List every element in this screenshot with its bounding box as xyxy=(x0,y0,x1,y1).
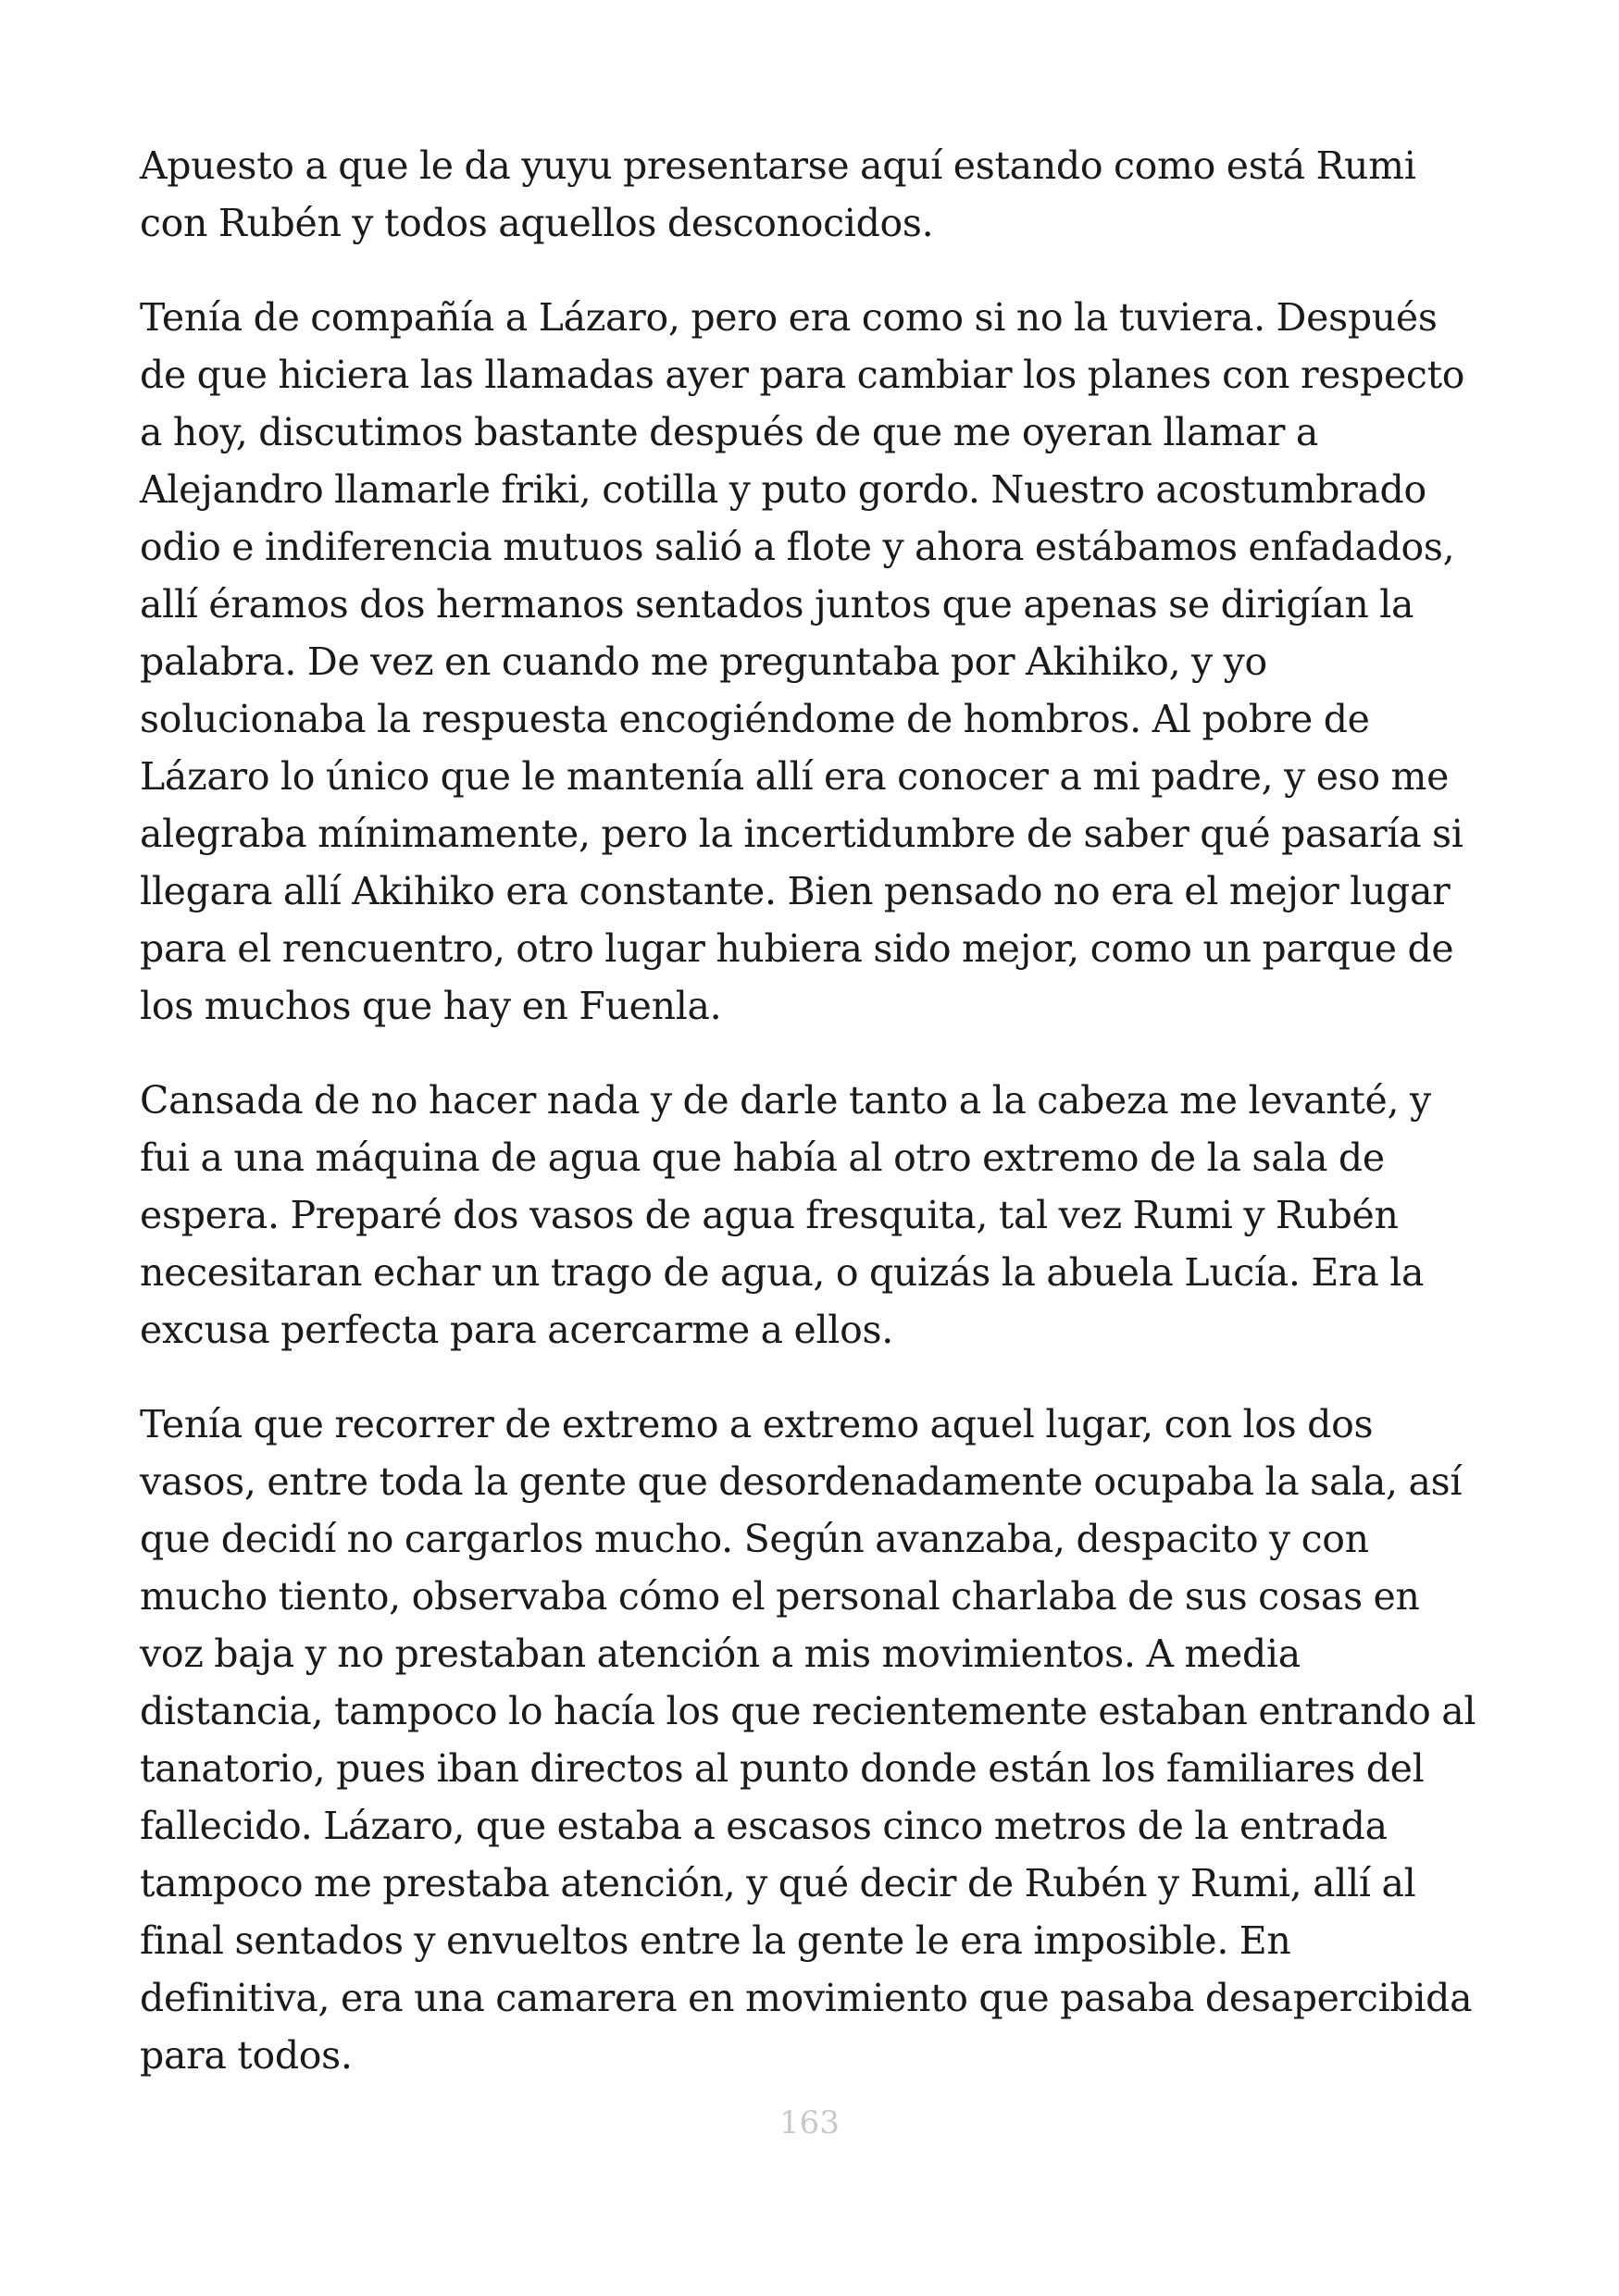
page-number: 163 xyxy=(779,2104,840,2141)
paragraph-3: Cansada de no hacer nada y de darle tanto a la cabeza me levanté, y fui a una máquina de agua que había al otro extremo de la sala de espera. Preparé dos vasos de agua fresquita, tal vez Rumi y Rubén necesitaran echar un trago de agua, o quizás la abuela Lucía. Era la excusa perfecta para acercarme a ellos. xyxy=(140,1078,1431,1352)
paragraph-4: Tenía que recorrer de extremo a extremo aquel lugar, con los dos vasos, entre toda la gente que desordenadamente ocupaba la sala, así que decidí no cargarlos mucho. Según avanzaba, despacito y con mucho tiento, observaba cómo el personal charlaba de sus cosas en voz baja y no prestaban atención a mis movimientos. A media distancia, tampoco lo hacía los que recientemente estaban entrando al tanatorio, pues iban directos al punto donde están los familiares del fallecido. Lázaro, que estaba a escasos cinco metros de la entrada tampoco me prestaba atención, y qué decir de Rubén y Rumi, allí al final sentados y envueltos entre la gente le era imposible. En definitiva, era una camarera en movimiento que pasaba desapercibida para todos. xyxy=(140,1402,1476,2078)
paragraph-1: Apuesto a que le da yuyu presentarse aquí estando como está Rumi con Rubén y todos aquellos desconocidos. xyxy=(140,143,1416,245)
body-text xyxy=(140,137,1491,2121)
paragraph-2: Tenía de compañía a Lázaro, pero era como si no la tuviera. Después de que hiciera las llamadas ayer para cambiar los planes con respecto a hoy, discutimos bastante después de que me oyeran llamar a Alejandro llamarle friki, cotilla y puto gordo. Nuestro acostumbrado odio e indiferencia mutuos salió a flote y ahora estábamos enfadados, allí éramos dos hermanos sentados juntos que apenas se dirigían la palabra. De vez en cuando me preguntaba por Akihiko, y yo solucionaba la respuesta encogiéndome de hombros. Al pobre de Lázaro lo único que le mantenía allí era conocer a mi padre, y eso me alegraba mínimamente, pero la incertidumbre de saber qué pasaría si llegara allí Akihiko era constante. Bien pensado no era el mejor lugar para el rencuentro, otro lugar hubiera sido mejor, como un parque de los muchos que hay en Fuenla. xyxy=(140,295,1465,1028)
